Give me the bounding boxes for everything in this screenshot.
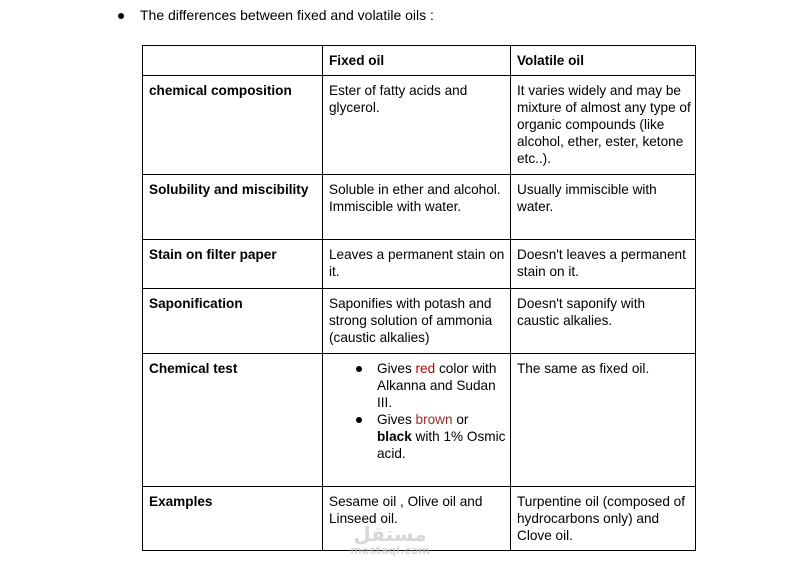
watermark-latin: mostaql.com	[350, 544, 430, 557]
fixed-oil-cell	[323, 175, 511, 240]
header-empty-cell	[143, 46, 323, 76]
bullet-icon	[118, 13, 124, 19]
fixed-oil-cell	[323, 354, 511, 487]
fixed-oil-line: Soluble in ether and alcohol.	[329, 182, 501, 197]
watermark-arabic: مستقل	[353, 522, 427, 546]
fixed-oil-line: Immiscible with water.	[329, 199, 462, 214]
table-row-saponification	[143, 289, 696, 354]
list-item	[377, 360, 506, 411]
table-row-examples	[143, 487, 696, 551]
table-row-solubility	[143, 175, 696, 240]
volatile-oil-cell: The same as fixed oil.	[511, 354, 696, 487]
fixed-oil-cell: Leaves a permanent stain on it.	[323, 240, 511, 289]
table-row-stain	[143, 240, 696, 289]
fixed-oil-cell: Sesame oil , Olive oil and Linseed oil.	[323, 487, 511, 551]
row-label: Examples	[143, 487, 323, 551]
list-item	[377, 411, 506, 462]
fixed-oil-cell: Ester of fatty acids and glycerol.	[323, 76, 511, 175]
volatile-oil-cell: Usually immiscible with water.	[511, 175, 696, 240]
row-label: Stain on filter paper	[143, 240, 323, 289]
header-fixed-oil: Fixed oil	[323, 46, 511, 76]
fixed-oil-cell: Saponifies with potash and strong solution of ammonia (caustic alkalies)	[323, 289, 511, 354]
heading-text: The differences between fixed and volatile oils :	[140, 7, 434, 23]
test-list	[329, 360, 506, 462]
test-text: color with Alkanna and Sudan III.	[377, 361, 497, 410]
section-heading	[118, 7, 434, 24]
table-row-chemical-test	[143, 354, 696, 487]
black-word: black	[377, 429, 412, 444]
volatile-oil-cell: Turpentine oil (composed of hydrocarbons only) and Clove oil.	[511, 487, 696, 551]
table-row-composition	[143, 76, 696, 175]
row-label: chemical composition	[143, 76, 323, 175]
red-word: red	[415, 361, 436, 376]
test-text: Gives	[377, 412, 416, 427]
volatile-oil-cell: It varies widely and may be mixture of almost any type of organic compounds (like alcohol, ether, ester, ketone etc..).	[511, 76, 696, 175]
test-text: or	[452, 412, 469, 427]
volatile-oil-cell: Doesn't saponify with caustic alkalies.	[511, 289, 696, 354]
test-text: Gives	[377, 361, 416, 376]
comparison-table	[142, 45, 696, 551]
header-volatile-oil: Volatile oil	[511, 46, 696, 76]
test-text: with 1% Osmic acid.	[377, 429, 506, 461]
brown-word: brown	[415, 412, 453, 427]
table-header-row	[143, 46, 696, 76]
row-label: Chemical test	[143, 354, 323, 487]
row-label: Saponification	[143, 289, 323, 354]
row-label: Solubility and miscibility	[143, 175, 323, 240]
volatile-oil-cell: Doesn't leaves a permanent stain on it.	[511, 240, 696, 289]
